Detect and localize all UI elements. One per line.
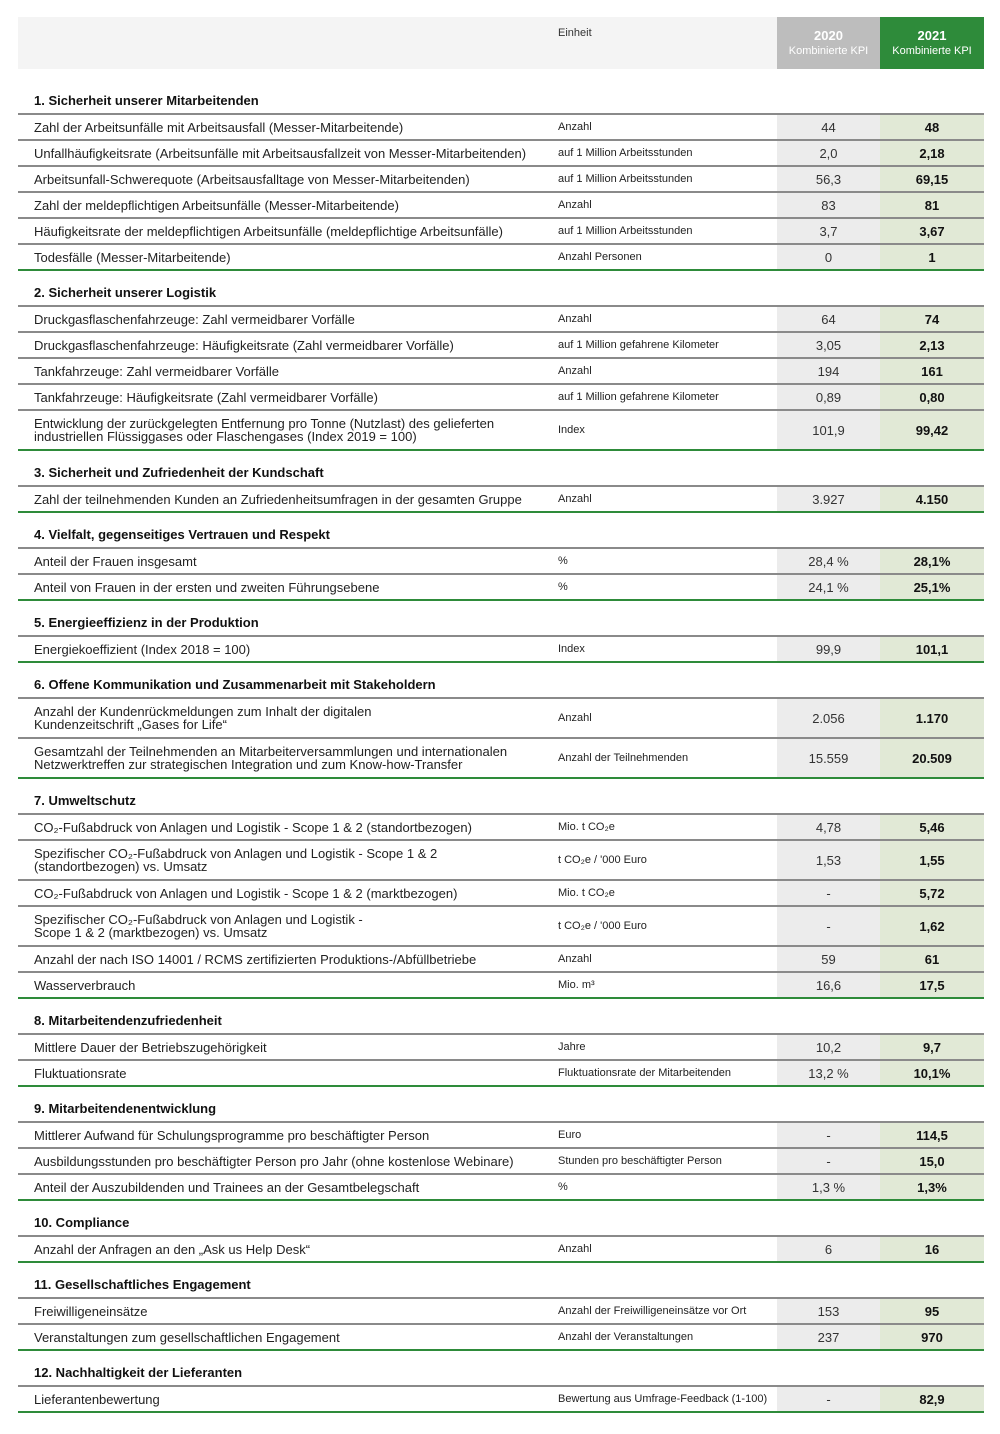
kpi-label: Fluktuationsrate	[34, 1065, 127, 1081]
kpi-label: Unfallhäufigkeitsrate (Arbeitsunfälle mit Arbeitsausfallzeit von Messer-Mitarbeitenden)	[34, 145, 527, 161]
kpi-label: Anzahl der Kundenrückmeldungen zum Inhalt der digitalen Kundenzeitschrift „Gases for Life“	[34, 704, 372, 732]
kpi-subtitle-2021: Kombinierte KPI	[892, 45, 972, 57]
value-2020: 3,05	[777, 333, 880, 357]
kpi-unit: Mio. t CO₂e	[558, 887, 615, 899]
value-2020: 99,9	[777, 637, 880, 661]
value-2020: -	[777, 1149, 880, 1173]
kpi-unit: auf 1 Million Arbeitsstunden	[558, 173, 693, 185]
section-title	[18, 271, 984, 307]
section-title-text: 3. Sicherheit und Zufriedenheit der Kundschaft	[34, 465, 324, 480]
value-2020: 101,9	[777, 411, 880, 449]
kpi-unit: Anzahl	[558, 313, 592, 325]
value-2021: 61	[880, 947, 984, 971]
kpi-label: Zahl der teilnehmenden Kunden an Zufriedenheitsumfragen in der gesamten Gruppe	[34, 491, 522, 507]
kpi-label: Spezifischer CO₂-Fußabdruck von Anlagen und Logistik - Scope 1 & 2 (standortbezogen) vs. Umsatz	[34, 846, 438, 874]
table-row	[18, 575, 984, 601]
table-row	[18, 359, 984, 385]
column-header-2020	[777, 17, 880, 69]
table-row	[18, 549, 984, 575]
value-2021: 16	[880, 1237, 984, 1261]
section-title-text: 6. Offene Kommunikation und Zusammenarbeit mit Stakeholdern	[34, 677, 436, 692]
table-row	[18, 1237, 984, 1263]
year-2021: 2021	[917, 28, 947, 43]
value-2021: 101,1	[880, 637, 984, 661]
kpi-table	[18, 17, 984, 1413]
value-2021: 95	[880, 1299, 984, 1323]
value-2021: 9,7	[880, 1035, 984, 1059]
kpi-unit: Mio. t CO₂e	[558, 821, 615, 833]
kpi-unit: Anzahl	[558, 121, 592, 133]
value-2020: 64	[777, 307, 880, 331]
kpi-label: Spezifischer CO₂-Fußabdruck von Anlagen und Logistik - Scope 1 & 2 (marktbezogen) vs. Umsatz	[34, 912, 363, 940]
table-row	[18, 385, 984, 411]
value-2021: 74	[880, 307, 984, 331]
table-row	[18, 841, 984, 881]
kpi-label: CO₂-Fußabdruck von Anlagen und Logistik - Scope 1 & 2 (marktbezogen)	[34, 885, 458, 901]
value-2020: 0,89	[777, 385, 880, 409]
section-title	[18, 513, 984, 549]
kpi-unit: auf 1 Million gefahrene Kilometer	[558, 339, 719, 351]
value-2020: 1,3 %	[777, 1175, 880, 1199]
value-2020: 59	[777, 947, 880, 971]
kpi-unit: auf 1 Million Arbeitsstunden	[558, 147, 693, 159]
value-2021: 69,15	[880, 167, 984, 191]
kpi-unit: Index	[558, 643, 585, 655]
value-2021: 20.509	[880, 739, 984, 777]
value-2020: -	[777, 881, 880, 905]
section-title-text: 11. Gesellschaftliches Engagement	[34, 1277, 251, 1292]
table-row	[18, 973, 984, 999]
table-row	[18, 1299, 984, 1325]
value-2021: 15,0	[880, 1149, 984, 1173]
value-2021: 3,67	[880, 219, 984, 243]
value-2020: 2,0	[777, 141, 880, 165]
value-2020: 16,6	[777, 973, 880, 997]
section-title-text: 4. Vielfalt, gegenseitiges Vertrauen und Respekt	[34, 527, 330, 542]
table-row	[18, 115, 984, 141]
value-2020: 56,3	[777, 167, 880, 191]
kpi-label: Mittlerer Aufwand für Schulungsprogramme pro beschäftigter Person	[34, 1127, 430, 1143]
value-2020: -	[777, 1387, 880, 1411]
table-row	[18, 193, 984, 219]
kpi-label: Gesamtzahl der Teilnehmenden an Mitarbeiterversammlungen und internationalen Netzwerktreffen zur strategischen Integration und zum Know-how-Transfer	[34, 744, 508, 772]
value-2020: 237	[777, 1325, 880, 1349]
section-title	[18, 1087, 984, 1123]
value-2021: 28,1%	[880, 549, 984, 573]
kpi-label: Wasserverbrauch	[34, 977, 136, 993]
kpi-label: Anteil von Frauen in der ersten und zweiten Führungsebene	[34, 579, 380, 595]
section-title-text: 9. Mitarbeitendenentwicklung	[34, 1101, 217, 1116]
kpi-unit: Anzahl	[558, 493, 592, 505]
value-2020: 44	[777, 115, 880, 139]
section-title-text: 5. Energieeffizienz in der Produktion	[34, 615, 259, 630]
value-2021: 2,13	[880, 333, 984, 357]
kpi-unit: Mio. m³	[558, 979, 595, 991]
kpi-label: CO₂-Fußabdruck von Anlagen und Logistik - Scope 1 & 2 (standortbezogen)	[34, 819, 472, 835]
value-2020: 10,2	[777, 1035, 880, 1059]
kpi-label: Ausbildungsstunden pro beschäftigter Person pro Jahr (ohne kostenlose Webinare)	[34, 1153, 514, 1169]
kpi-unit: auf 1 Million gefahrene Kilometer	[558, 391, 719, 403]
kpi-label: Anzahl der nach ISO 14001 / RCMS zertifizierten Produktions-/Abfüllbetriebe	[34, 951, 477, 967]
value-2021: 81	[880, 193, 984, 217]
value-2020: 0	[777, 245, 880, 269]
section-title	[18, 79, 984, 115]
value-2021: 25,1%	[880, 575, 984, 599]
value-2020: 6	[777, 1237, 880, 1261]
kpi-label: Zahl der Arbeitsunfälle mit Arbeitsausfall (Messer-Mitarbeitende)	[34, 119, 404, 135]
kpi-label: Freiwilligeneinsätze	[34, 1303, 148, 1319]
value-2021: 5,46	[880, 815, 984, 839]
value-2020: 1,53	[777, 841, 880, 879]
value-2021: 17,5	[880, 973, 984, 997]
kpi-unit: Anzahl Personen	[558, 251, 642, 263]
kpi-unit: Euro	[558, 1129, 582, 1141]
kpi-label: Tankfahrzeuge: Häufigkeitsrate (Zahl vermeidbarer Vorfälle)	[34, 389, 378, 405]
section-title-text: 10. Compliance	[34, 1215, 130, 1230]
value-2021: 161	[880, 359, 984, 383]
value-2021: 10,1%	[880, 1061, 984, 1085]
section-title	[18, 451, 984, 487]
kpi-unit: Anzahl der Teilnehmenden	[558, 752, 689, 764]
kpi-unit: Anzahl	[558, 199, 592, 211]
kpi-unit: Jahre	[558, 1041, 586, 1053]
kpi-unit: Anzahl der Freiwilligeneinsätze vor Ort	[558, 1305, 747, 1317]
table-row	[18, 1175, 984, 1201]
value-2021: 82,9	[880, 1387, 984, 1411]
kpi-unit: Anzahl der Veranstaltungen	[558, 1331, 694, 1343]
value-2020: 24,1 %	[777, 575, 880, 599]
section-title-text: 1. Sicherheit unserer Mitarbeitenden	[34, 93, 259, 108]
kpi-label: Entwicklung der zurückgelegten Entfernung pro Tonne (Nutzlast) des gelieferten industriellen Flüssiggases oder Flaschengases (Index 2019 = 100)	[34, 416, 495, 444]
value-2020: -	[777, 1123, 880, 1147]
section-title-text: 2. Sicherheit unserer Logistik	[34, 285, 217, 300]
kpi-unit: Anzahl	[558, 365, 592, 377]
value-2021: 1,62	[880, 907, 984, 945]
kpi-unit: Anzahl	[558, 712, 592, 724]
kpi-unit: Fluktuationsrate der Mitarbeitenden	[558, 1067, 732, 1079]
kpi-unit: auf 1 Million Arbeitsstunden	[558, 225, 693, 237]
table-header	[18, 17, 984, 69]
section-title	[18, 1351, 984, 1387]
table-row	[18, 141, 984, 167]
kpi-label: Arbeitsunfall-Schwerequote (Arbeitsausfalltage von Messer-Mitarbeitenden)	[34, 171, 470, 187]
kpi-label: Todesfälle (Messer-Mitarbeitende)	[34, 249, 231, 265]
table-row	[18, 815, 984, 841]
table-row	[18, 947, 984, 973]
kpi-label: Tankfahrzeuge: Zahl vermeidbarer Vorfälle	[34, 363, 279, 379]
kpi-unit: Index	[558, 424, 585, 436]
value-2020: 3,7	[777, 219, 880, 243]
table-row	[18, 739, 984, 779]
table-row	[18, 333, 984, 359]
value-2020: 3.927	[777, 487, 880, 511]
value-2020: 2.056	[777, 699, 880, 737]
table-row	[18, 699, 984, 739]
section-title	[18, 779, 984, 815]
kpi-label: Zahl der meldepflichtigen Arbeitsunfälle (Messer-Mitarbeitende)	[34, 197, 399, 213]
column-header-2021	[880, 17, 984, 69]
kpi-unit: %	[558, 581, 568, 593]
kpi-unit: t CO₂e / '000 Euro	[558, 854, 647, 866]
value-2021: 48	[880, 115, 984, 139]
table-row	[18, 907, 984, 947]
section-title	[18, 601, 984, 637]
value-2021: 5,72	[880, 881, 984, 905]
value-2021: 2,18	[880, 141, 984, 165]
kpi-label: Anzahl der Anfragen an den „Ask us Help Desk“	[34, 1241, 311, 1257]
value-2020: 194	[777, 359, 880, 383]
kpi-label: Energiekoeffizient (Index 2018 = 100)	[34, 641, 251, 657]
table-row	[18, 1149, 984, 1175]
section-title	[18, 1201, 984, 1237]
table-row	[18, 245, 984, 271]
value-2020: 28,4 %	[777, 549, 880, 573]
value-2021: 114,5	[880, 1123, 984, 1147]
kpi-unit: Bewertung aus Umfrage-Feedback (1-100)	[558, 1393, 768, 1405]
kpi-label: Anteil der Frauen insgesamt	[34, 553, 197, 569]
table-row	[18, 881, 984, 907]
value-2021: 1	[880, 245, 984, 269]
kpi-unit: Anzahl	[558, 953, 592, 965]
kpi-unit: %	[558, 555, 568, 567]
kpi-label: Druckgasflaschenfahrzeuge: Zahl vermeidbarer Vorfälle	[34, 311, 355, 327]
table-row	[18, 1387, 984, 1413]
table-row	[18, 307, 984, 333]
kpi-label: Lieferantenbewertung	[34, 1391, 160, 1407]
value-2020: 13,2 %	[777, 1061, 880, 1085]
table-row	[18, 1061, 984, 1087]
value-2020: 4,78	[777, 815, 880, 839]
table-row	[18, 1123, 984, 1149]
kpi-label: Mittlere Dauer der Betriebszugehörigkeit	[34, 1039, 267, 1055]
table-row	[18, 1325, 984, 1351]
section-title	[18, 1263, 984, 1299]
table-row	[18, 1035, 984, 1061]
kpi-subtitle-2020: Kombinierte KPI	[788, 45, 869, 57]
section-title	[18, 999, 984, 1035]
value-2021: 1,55	[880, 841, 984, 879]
value-2021: 1,3%	[880, 1175, 984, 1199]
value-2021: 970	[880, 1325, 984, 1349]
value-2021: 4.150	[880, 487, 984, 511]
kpi-label: Anteil der Auszubildenden und Trainees an der Gesamtbelegschaft	[34, 1179, 420, 1195]
section-title	[18, 663, 984, 699]
value-2020: 153	[777, 1299, 880, 1323]
table-row	[18, 219, 984, 245]
table-row	[18, 487, 984, 513]
value-2020: 15.559	[777, 739, 880, 777]
kpi-label: Veranstaltungen zum gesellschaftlichen Engagement	[34, 1329, 340, 1345]
value-2020: -	[777, 907, 880, 945]
kpi-label: Häufigkeitsrate der meldepflichtigen Arbeitsunfälle (meldepflichtige Arbeitsunfälle)	[34, 223, 503, 239]
section-title-text: 8. Mitarbeitendenzufriedenheit	[34, 1013, 222, 1028]
section-title-text: 12. Nachhaltigkeit der Lieferanten	[34, 1365, 243, 1380]
value-2021: 1.170	[880, 699, 984, 737]
table-row	[18, 637, 984, 663]
kpi-unit: %	[558, 1181, 568, 1193]
table-row	[18, 167, 984, 193]
unit-column-header: Einheit	[558, 27, 592, 39]
kpi-unit: Stunden pro beschäftigter Person	[558, 1155, 722, 1167]
section-title-text: 7. Umweltschutz	[34, 793, 136, 808]
value-2020: 83	[777, 193, 880, 217]
kpi-unit: t CO₂e / '000 Euro	[558, 920, 647, 932]
kpi-unit: Anzahl	[558, 1243, 592, 1255]
kpi-label: Druckgasflaschenfahrzeuge: Häufigkeitsrate (Zahl vermeidbarer Vorfälle)	[34, 337, 454, 353]
table-row	[18, 411, 984, 451]
value-2021: 99,42	[880, 411, 984, 449]
value-2021: 0,80	[880, 385, 984, 409]
year-2020: 2020	[814, 28, 843, 43]
